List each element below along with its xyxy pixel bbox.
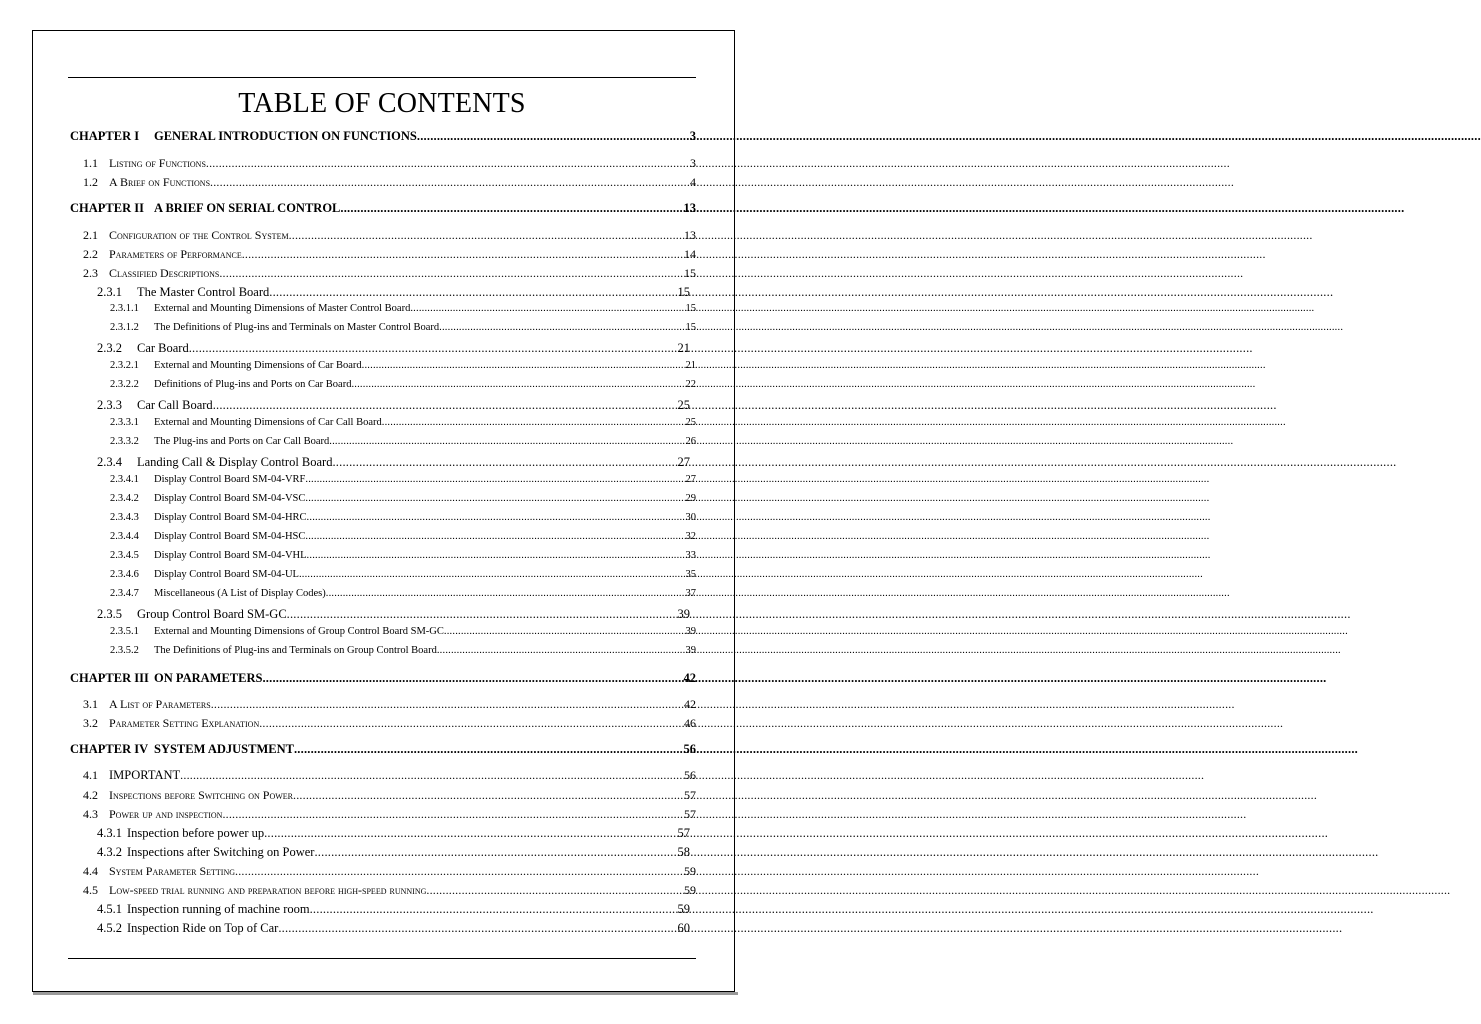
toc-entry-title: Listing of Functions xyxy=(109,156,206,170)
toc-entry-number: 3.2 xyxy=(83,716,98,730)
toc-entry-title: Display Control Board SM-04-HSC xyxy=(154,531,306,542)
toc-entry[interactable] xyxy=(83,228,696,243)
toc-entry[interactable] xyxy=(110,550,696,561)
toc-entry-number: 2.3.4.1 xyxy=(110,474,139,485)
toc-entry-title: Miscellaneous (A List of Display Codes) xyxy=(154,588,326,599)
toc-entry-page: 3 xyxy=(690,156,696,170)
toc-entry-page: 39 xyxy=(677,607,690,621)
toc-entry-page: 4 xyxy=(690,175,696,189)
toc-entry-title: Display Control Board SM-04-VSC xyxy=(154,493,306,504)
toc-dot-leader xyxy=(289,228,684,243)
toc-entry-title: Display Control Board SM-04-HRC xyxy=(154,512,307,523)
toc-dot-leader xyxy=(259,716,684,731)
toc-entry[interactable] xyxy=(110,493,696,504)
toc-entry-title: External and Mounting Dimensions of Master Control Board xyxy=(154,303,411,314)
toc-entry-title: IMPORTANT xyxy=(109,768,181,782)
toc-entry-title: Configuration of the Control System xyxy=(109,228,289,242)
toc-dot-leader xyxy=(213,398,678,413)
toc-entry[interactable] xyxy=(83,175,696,190)
toc-entry-number: 2.3.2 xyxy=(97,341,122,355)
toc-entry-page: 25 xyxy=(677,398,690,412)
toc-entry-page: 15 xyxy=(685,303,696,314)
toc-entry[interactable] xyxy=(83,716,696,731)
toc-dot-leader xyxy=(189,341,678,356)
toc-entry-page: 3 xyxy=(689,129,696,143)
toc-entry-number: 2.3.3.2 xyxy=(110,436,139,447)
toc-entry-page: 60 xyxy=(677,921,690,935)
toc-entry[interactable] xyxy=(110,417,696,428)
toc-dot-leader xyxy=(307,512,686,523)
toc-dot-leader xyxy=(410,303,685,314)
toc-entry-number: 2.3.4.6 xyxy=(110,569,139,580)
toc-entry[interactable] xyxy=(110,531,696,542)
toc-dot-leader xyxy=(351,379,685,390)
toc-entry[interactable] xyxy=(83,864,696,879)
toc-entry-number: 2.3.4 xyxy=(97,455,122,469)
page-title: TABLE OF CONTENTS xyxy=(238,88,526,119)
toc-dot-leader xyxy=(211,697,684,712)
toc-dot-leader xyxy=(264,826,677,841)
toc-entry-page: 32 xyxy=(685,531,696,542)
toc-entry-number: 4.1 xyxy=(83,768,98,782)
toc-entry-number: 1.2 xyxy=(83,175,98,189)
toc-dot-leader xyxy=(314,845,677,860)
toc-dot-leader xyxy=(305,474,685,485)
toc-entry-page: 27 xyxy=(685,474,696,485)
toc-entry[interactable] xyxy=(97,341,690,356)
toc-dot-leader xyxy=(444,626,686,637)
toc-entry[interactable] xyxy=(110,569,696,580)
toc-entry-page: 15 xyxy=(677,285,690,299)
toc-entry-number: 2.3.4.2 xyxy=(110,493,139,504)
toc-entry-number: 4.5.2 xyxy=(97,921,122,935)
toc-dot-leader xyxy=(382,417,686,428)
toc-entry-page: 29 xyxy=(685,493,696,504)
toc-entry-number: 2.3.4.5 xyxy=(110,550,139,561)
toc-entry-title: Classified Descriptions xyxy=(109,266,220,280)
toc-dot-leader xyxy=(305,493,685,504)
toc-entry[interactable] xyxy=(83,266,696,281)
toc-entry-title: A BRIEF ON SERIAL CONTROL xyxy=(154,201,341,215)
toc-entry-number: CHAPTER IV xyxy=(70,742,149,756)
toc-entry[interactable] xyxy=(97,921,690,936)
toc-entry[interactable] xyxy=(83,883,696,898)
toc-entry-title: Parameters of Performance xyxy=(109,247,242,261)
toc-dot-leader xyxy=(340,201,683,216)
toc-entry-number: 2.3.3.1 xyxy=(110,417,139,428)
toc-entry-page: 59 xyxy=(684,883,696,897)
toc-dot-leader xyxy=(269,285,677,300)
toc-dot-leader xyxy=(287,607,678,622)
toc-entry-number: 2.3.4.3 xyxy=(110,512,139,523)
toc-dot-leader xyxy=(180,768,684,783)
toc-entry-title: A Brief on Functions xyxy=(109,175,211,189)
toc-entry[interactable] xyxy=(70,201,696,216)
toc-entry-number: 2.3.4.4 xyxy=(110,531,139,542)
toc-entry-title: Low-speed trial running and preparation before high-speed running xyxy=(109,883,427,897)
toc-entry-page: 35 xyxy=(685,569,696,580)
toc-entry-number: 4.4 xyxy=(83,864,98,878)
toc-entry[interactable] xyxy=(83,788,696,803)
toc-entry[interactable] xyxy=(110,645,696,656)
toc-entry[interactable] xyxy=(70,671,696,686)
toc-dot-leader xyxy=(310,902,678,917)
toc-entry-page: 58 xyxy=(677,845,690,859)
toc-entry-page: 56 xyxy=(683,742,696,756)
toc-entry[interactable] xyxy=(110,379,696,390)
toc-entry-title: External and Mounting Dimensions of Group Control Board SM-GC xyxy=(154,626,444,637)
toc-entry-title: SYSTEM ADJUSTMENT xyxy=(154,742,294,756)
toc-entry-number: 2.3.5.1 xyxy=(110,626,139,637)
toc-dot-leader xyxy=(439,322,685,333)
toc-entry-title: ON PARAMETERS xyxy=(154,671,263,685)
toc-entry-number: 3.1 xyxy=(83,697,98,711)
toc-dot-leader xyxy=(206,156,690,171)
toc-entry-number: 4.3.1 xyxy=(97,826,122,840)
toc-entry-number: CHAPTER I xyxy=(70,129,140,143)
toc-entry-page: 46 xyxy=(684,716,696,730)
toc-entry[interactable] xyxy=(110,360,696,371)
toc-entry[interactable] xyxy=(83,768,696,783)
toc-entry-title: Display Control Board SM-04-UL xyxy=(154,569,299,580)
toc-entry-title: Group Control Board SM-GC xyxy=(137,607,287,621)
toc-entry[interactable] xyxy=(97,455,690,470)
toc-entry[interactable] xyxy=(97,398,690,413)
toc-entry-page: 39 xyxy=(685,645,696,656)
toc-entry-page: 42 xyxy=(684,697,696,711)
toc-entry-page: 59 xyxy=(684,864,696,878)
toc-entry-number: 4.5 xyxy=(83,883,98,897)
toc-dot-leader xyxy=(426,883,684,898)
toc-entry-page: 22 xyxy=(685,379,696,390)
toc-entry-number: 2.1 xyxy=(83,228,98,242)
toc-entry-number: 2.3.1.2 xyxy=(110,322,139,333)
toc-entry-number: 4.5.1 xyxy=(97,902,122,916)
toc-dot-leader xyxy=(305,531,685,542)
toc-entry[interactable] xyxy=(83,697,696,712)
toc-entry-number: CHAPTER III xyxy=(70,671,149,685)
toc-entry-page: 57 xyxy=(677,826,690,840)
toc-dot-leader xyxy=(437,645,686,656)
toc-entry-number: 2.3.1 xyxy=(97,285,122,299)
toc-entry-title: System Parameter Setting xyxy=(109,864,236,878)
toc-entry-title: Inspection before power up xyxy=(127,826,265,840)
toc-entry-title: Inspections after Switching on Power xyxy=(127,845,315,859)
toc-entry[interactable] xyxy=(110,322,696,333)
toc-entry-title: Landing Call & Display Control Board xyxy=(137,455,333,469)
toc-entry-page: 30 xyxy=(685,512,696,523)
footer-rule xyxy=(68,958,696,959)
toc-dot-leader xyxy=(299,569,686,580)
toc-entry-number: 2.3.5.2 xyxy=(110,645,139,656)
toc-entry-title: Display Control Board SM-04-VHL xyxy=(154,550,307,561)
toc-entry-page: 27 xyxy=(677,455,690,469)
toc-entry[interactable] xyxy=(83,247,696,262)
toc-dot-leader xyxy=(242,247,684,262)
toc-entry-title: Power up and inspection xyxy=(109,807,223,821)
toc-entry-title: A List of Parameters xyxy=(109,697,211,711)
toc-dot-leader xyxy=(222,807,684,822)
toc-entry-title: Parameter Setting Explanation xyxy=(109,716,260,730)
toc-entry[interactable] xyxy=(110,303,696,314)
toc-dot-leader xyxy=(329,436,685,447)
toc-entry-title: Inspection running of machine room xyxy=(127,902,310,916)
toc-entry-title: Car Call Board xyxy=(137,398,213,412)
toc-entry[interactable] xyxy=(97,845,690,860)
toc-entry-title: Inspection Ride on Top of Car xyxy=(127,921,279,935)
toc-entry[interactable] xyxy=(110,626,696,637)
toc-entry-page: 39 xyxy=(685,626,696,637)
toc-entry[interactable] xyxy=(83,156,696,171)
toc-entry-number: 2.3.4.7 xyxy=(110,588,139,599)
toc-dot-leader xyxy=(326,588,686,599)
toc-entry-title: External and Mounting Dimensions of Car Call Board xyxy=(154,417,382,428)
toc-dot-leader xyxy=(278,921,677,936)
toc-dot-leader xyxy=(417,129,690,144)
toc-entry[interactable] xyxy=(97,607,690,622)
toc-entry-number: 2.3.2.2 xyxy=(110,379,139,390)
toc-entry[interactable] xyxy=(70,742,696,757)
toc-dot-leader xyxy=(332,455,677,470)
toc-entry-page: 21 xyxy=(685,360,696,371)
toc-entry-page: 56 xyxy=(684,768,696,782)
toc-entry[interactable] xyxy=(110,588,696,599)
toc-entry-title: Inspections before Switching on Power xyxy=(109,788,294,802)
toc-entry[interactable] xyxy=(70,129,696,144)
toc-entry-number: 2.3.5 xyxy=(97,607,122,621)
toc-entry-page: 14 xyxy=(684,247,696,261)
toc-dot-leader xyxy=(293,788,684,803)
toc-entry-page: 15 xyxy=(684,266,696,280)
toc-entry[interactable] xyxy=(97,826,690,841)
toc-entry[interactable] xyxy=(97,902,690,917)
toc-entry[interactable] xyxy=(83,807,696,822)
toc-entry-title: The Plug-ins and Ports on Car Call Board xyxy=(154,436,330,447)
toc-entry-title: The Master Control Board xyxy=(137,285,270,299)
toc-entry-page: 37 xyxy=(685,588,696,599)
toc-entry-number: 2.3 xyxy=(83,266,98,280)
toc-dot-leader xyxy=(210,175,690,190)
toc-entry[interactable] xyxy=(110,474,696,485)
toc-entry-page: 21 xyxy=(677,341,690,355)
toc-dot-leader xyxy=(362,360,686,371)
toc-entry-title: Definitions of Plug-ins and Ports on Car Board xyxy=(154,379,352,390)
toc-dot-leader xyxy=(294,742,684,757)
toc-entry-number: 2.3.3 xyxy=(97,398,122,412)
toc-entry-number: 4.3.2 xyxy=(97,845,122,859)
toc-entry[interactable] xyxy=(97,285,690,300)
toc-dot-leader xyxy=(235,864,684,879)
toc-entry-page: 13 xyxy=(683,201,696,215)
toc-entry-number: 2.2 xyxy=(83,247,98,261)
toc-entry-page: 57 xyxy=(684,807,696,821)
toc-entry-number: CHAPTER II xyxy=(70,201,144,215)
toc-entry-page: 57 xyxy=(684,788,696,802)
toc-entry-number: 1.1 xyxy=(83,156,98,170)
toc-entry-page: 42 xyxy=(683,671,696,685)
toc-entry-page: 25 xyxy=(685,417,696,428)
toc-dot-leader xyxy=(219,266,684,281)
toc-entry-page: 59 xyxy=(677,902,690,916)
toc-entry-title: Car Board xyxy=(137,341,189,355)
toc-entry[interactable] xyxy=(110,512,696,523)
toc-entry-number: 2.3.1.1 xyxy=(110,303,139,314)
toc-dot-leader xyxy=(262,671,683,686)
toc-entry-title: The Definitions of Plug-ins and Terminals on Master Control Board xyxy=(154,322,440,333)
toc-entry-number: 2.3.2.1 xyxy=(110,360,139,371)
toc-entry-page: 15 xyxy=(685,322,696,333)
toc-entry[interactable] xyxy=(110,436,696,447)
toc-entry-page: 13 xyxy=(684,228,696,242)
toc-entry-page: 33 xyxy=(685,550,696,561)
toc-entry-number: 4.3 xyxy=(83,807,98,821)
toc-entry-title: The Definitions of Plug-ins and Terminals on Group Control Board xyxy=(154,645,437,656)
toc-entry-title: External and Mounting Dimensions of Car Board xyxy=(154,360,362,371)
toc-entry-title: GENERAL INTRODUCTION ON FUNCTIONS xyxy=(154,129,417,143)
toc-entry-number: 4.2 xyxy=(83,788,98,802)
toc-entry-page: 26 xyxy=(685,436,696,447)
toc-dot-leader xyxy=(307,550,686,561)
toc-entry-title: Display Control Board SM-04-VRF xyxy=(154,474,306,485)
